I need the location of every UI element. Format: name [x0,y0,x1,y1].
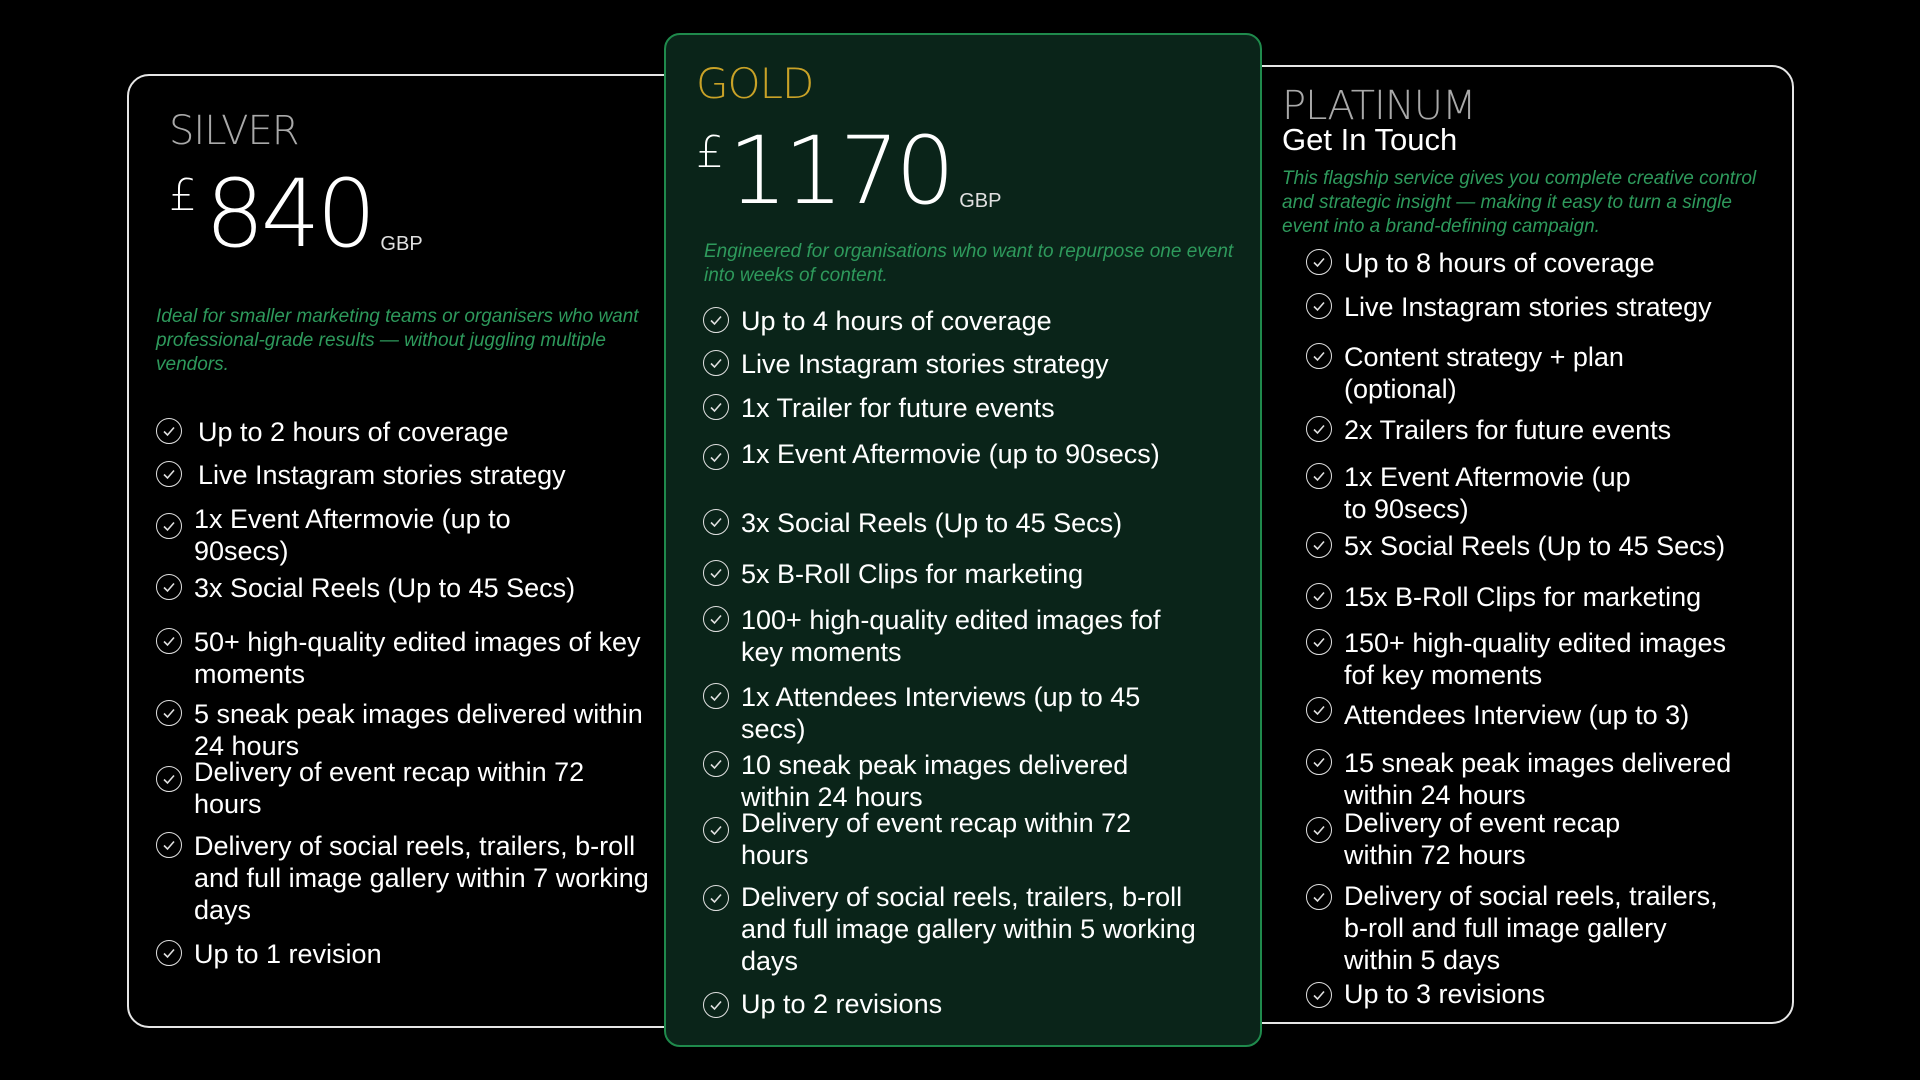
plan-tier-name: GOLD [696,59,814,108]
feature-text: 150+ high-quality edited images fof key moments [1344,628,1727,690]
feature-text: Up to 3 revisions [1344,979,1546,1009]
feature-text: Content strategy + plan (optional) [1344,342,1624,404]
check-circle-icon [156,418,182,444]
feature-item [703,604,1203,668]
feature-item [156,572,676,604]
feature-text: 2x Trailers for future events [1344,415,1672,445]
get-in-touch-label[interactable]: Get In Touch [1282,122,1458,157]
check-circle-icon [703,683,729,709]
check-circle-icon [703,606,729,632]
feature-item [703,507,1243,539]
check-circle-icon [703,444,729,470]
feature-item [703,988,1243,1020]
feature-item [703,807,1203,871]
feature-item [156,626,656,690]
plan-card-platinum [1190,65,1794,1024]
feature-item [703,392,1243,424]
check-circle-icon [703,350,729,376]
feature-item [1306,414,1776,446]
plan-description: Engineered for organisations who want to repurpose one event into weeks of content. [704,241,1234,286]
check-circle-icon [156,700,182,726]
check-circle-icon [156,513,182,539]
check-circle-icon [1306,817,1332,843]
feature-item [703,681,1203,745]
feature-text: Delivery of social reels, trailers, b-roll and full image gallery within 5 days [1344,881,1718,975]
feature-item [1306,291,1776,323]
feature-item [1306,461,1646,525]
feature-item [703,749,1203,813]
feature-text: Delivery of event recap within 72 hours [194,757,585,819]
feature-item [1306,699,1776,731]
feature-item [703,305,1243,337]
plan-price [169,160,423,269]
currency-symbol: £ [696,127,724,178]
check-circle-icon [1306,293,1332,319]
feature-text: 5x Social Reels (Up to 45 Secs) [1344,531,1726,561]
feature-item [156,503,576,567]
check-circle-icon [703,307,729,333]
check-circle-icon [703,394,729,420]
feature-text: 5x B-Roll Clips for marketing [741,559,1084,589]
check-circle-icon [156,461,182,487]
price-unit: GBP [380,233,423,255]
feature-text: Up to 4 hours of coverage [741,306,1052,336]
check-circle-icon [703,560,729,586]
feature-item [703,558,1243,590]
feature-item [156,830,656,926]
check-circle-icon [156,940,182,966]
plan-tier-name: PLATINUM [1282,83,1476,129]
check-circle-icon [1306,629,1332,655]
feature-text: Live Instagram stories strategy [198,460,566,490]
check-circle-icon [1306,416,1332,442]
check-circle-icon [156,832,182,858]
feature-item [1306,581,1776,613]
feature-text: 1x Event Aftermovie (up to 90secs) [1344,462,1631,524]
feature-text: Up to 2 hours of coverage [198,417,509,447]
feature-item [1306,747,1776,811]
feature-text: Attendees Interview (up to 3) [1344,700,1690,730]
check-circle-icon [703,509,729,535]
check-circle-icon [703,751,729,777]
check-circle-icon [156,628,182,654]
plan-card-gold [664,33,1262,1047]
feature-text: 3x Social Reels (Up to 45 Secs) [194,573,576,603]
feature-text: Delivery of event recap within 72 hours [741,808,1132,870]
feature-item [156,698,656,762]
feature-text: Delivery of event recap within 72 hours [1344,808,1621,870]
feature-text: 1x Event Aftermovie (up to 90secs) [741,439,1160,469]
feature-item [156,756,656,820]
feature-item [1306,978,1776,1010]
feature-text: 15 sneak peak images delivered within 24 hours [1344,748,1732,810]
feature-item [156,416,676,448]
feature-item [703,348,1243,380]
check-circle-icon [1306,249,1332,275]
check-circle-icon [1306,583,1332,609]
feature-item [1306,627,1726,691]
feature-text: 1x Trailer for future events [741,393,1055,423]
feature-item [703,438,1243,470]
plan-card-silver [127,74,695,1028]
feature-item [703,881,1203,977]
check-circle-icon [1306,697,1332,723]
check-circle-icon [1306,463,1332,489]
check-circle-icon [1306,749,1332,775]
check-circle-icon [703,885,729,911]
feature-text: 1x Attendees Interviews (up to 45 secs) [741,682,1141,744]
plan-price [696,117,1002,226]
price-amount: 840 [205,160,373,269]
feature-text: Delivery of social reels, trailers, b-roll and full image gallery within 7 working days [194,831,649,925]
check-circle-icon [703,817,729,843]
check-circle-icon [703,992,729,1018]
check-circle-icon [1306,884,1332,910]
feature-text: 15x B-Roll Clips for marketing [1344,582,1702,612]
check-circle-icon [1306,532,1332,558]
feature-text: 10 sneak peak images delivered within 24 hours [741,750,1129,812]
feature-text: Up to 1 revision [194,939,382,969]
feature-item [1306,880,1726,976]
feature-text: 50+ high-quality edited images of key moments [194,627,641,689]
price-unit: GBP [959,190,1002,212]
feature-text: Up to 8 hours of coverage [1344,248,1655,278]
plan-description: Ideal for smaller marketing teams or organisers who want professional-grade results — without juggling multiple vendors. [156,306,639,375]
feature-item [1306,341,1636,405]
check-circle-icon [1306,982,1332,1008]
plan-description: This flagship service gives you complete creative control and strategic insight — making it easy to turn a single event into a brand-defining campaign. [1282,168,1757,237]
feature-item [1306,247,1776,279]
feature-text: 1x Event Aftermovie (up to 90secs) [194,504,511,566]
feature-text: Live Instagram stories strategy [741,349,1109,379]
plan-tier-name: SILVER [169,108,299,154]
price-amount: 1170 [728,117,952,226]
feature-item [1306,530,1776,562]
check-circle-icon [156,574,182,600]
feature-item [156,938,656,970]
feature-text: Live Instagram stories strategy [1344,292,1712,322]
check-circle-icon [156,766,182,792]
feature-text: 3x Social Reels (Up to 45 Secs) [741,508,1123,538]
feature-text: 100+ high-quality edited images fof key moments [741,605,1161,667]
feature-text: Delivery of social reels, trailers, b-roll and full image gallery within 5 working days [741,882,1196,976]
check-circle-icon [1306,343,1332,369]
feature-item [156,459,676,491]
feature-text: Up to 2 revisions [741,989,943,1019]
feature-item [1306,807,1686,871]
feature-text: 5 sneak peak images delivered within 24 hours [194,699,643,761]
currency-symbol: £ [169,170,197,221]
